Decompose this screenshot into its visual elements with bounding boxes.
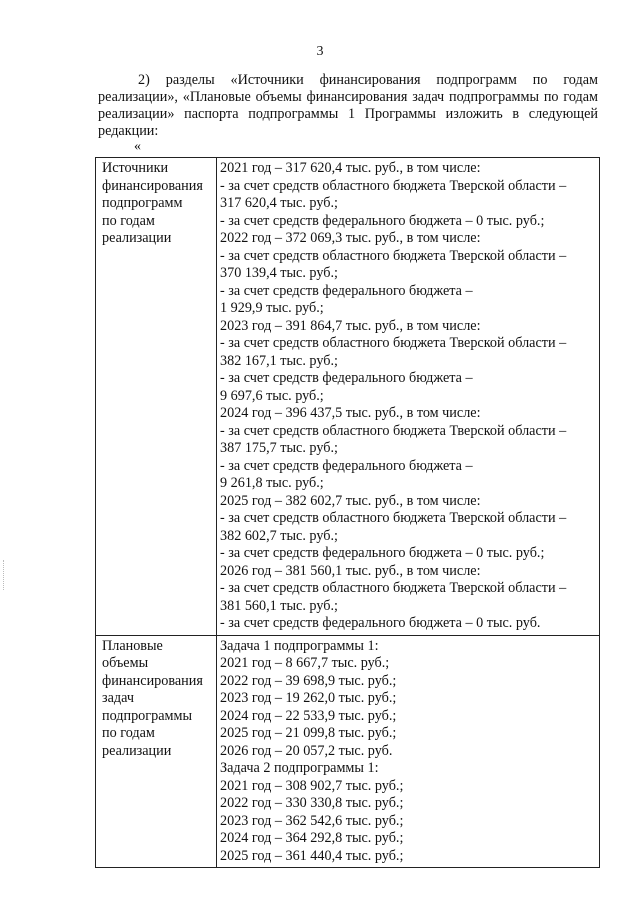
row-label-cell [96, 158, 217, 636]
financing-line: 9 697,6 тыс. руб.; [220, 387, 324, 404]
row-label-line: подпрограмм [102, 195, 183, 211]
financing-line: - за счет средств федерального бюджета – [220, 457, 473, 474]
table-row [96, 158, 600, 636]
row-label-line: подпрограммы [102, 707, 192, 724]
financing-line: - за счет средств областного бюджета Тверской области – [220, 177, 567, 194]
financing-line: - за счет средств областного бюджета Тверской области – [220, 580, 567, 596]
financing-line: - за счет средств областного бюджета Тверской области – [220, 247, 567, 264]
row-label-line: Плановые [102, 637, 163, 654]
financing-line: - за счет средств федерального бюджета – [220, 370, 473, 386]
financing-line: 2024 год – 364 292,8 тыс. руб.; [220, 830, 404, 846]
row-label-line: реализации [102, 230, 172, 246]
financing-line: 2021 год – 308 902,7 тыс. руб.; [220, 777, 404, 794]
financing-line: 1 929,9 тыс. руб.; [220, 300, 324, 316]
row-content-cell [217, 158, 600, 636]
financing-line: - за счет средств федерального бюджета – 0 тыс. руб.; [220, 545, 545, 561]
financing-line: 2025 год – 361 440,4 тыс. руб.; [220, 847, 404, 864]
financing-line: 2026 год – 20 057,2 тыс. руб. [220, 742, 393, 759]
financing-line: 382 602,7 тыс. руб.; [220, 527, 338, 544]
row-label-line: по годам [102, 725, 155, 741]
financing-line: Задача 1 подпрограммы 1: [220, 637, 379, 654]
page-number: 3 [316, 44, 324, 59]
financing-line: 2023 год – 391 864,7 тыс. руб., в том числе: [220, 317, 481, 334]
row-label-line: по годам [102, 212, 155, 229]
financing-line: 387 175,7 тыс. руб.; [220, 440, 338, 456]
row-content-cell [217, 635, 600, 868]
financing-line: 2021 год – 317 620,4 тыс. руб., в том числе: [220, 160, 481, 176]
financing-line: 2021 год – 8 667,7 тыс. руб.; [220, 655, 390, 671]
financing-line: 2024 год – 22 533,9 тыс. руб.; [220, 707, 397, 724]
opening-quote-mark: « [134, 139, 141, 154]
row-label-line: Источники [102, 160, 169, 176]
financing-line: 2025 год – 382 602,7 тыс. руб., в том числе: [220, 492, 481, 509]
financing-line: 2022 год – 39 698,9 тыс. руб.; [220, 672, 397, 689]
financing-line: Задача 2 подпрограммы 1: [220, 760, 379, 776]
row-label-cell [96, 635, 217, 868]
financing-line: 2024 год – 396 437,5 тыс. руб., в том числе: [220, 405, 481, 421]
financing-line: 2023 год – 362 542,6 тыс. руб.; [220, 812, 404, 829]
financing-line: 2022 год – 372 069,3 тыс. руб., в том числе: [220, 230, 481, 246]
financing-line: 2023 год – 19 262,0 тыс. руб.; [220, 690, 397, 706]
financing-line: 2026 год – 381 560,1 тыс. руб., в том числе: [220, 562, 481, 579]
financing-line: 370 139,4 тыс. руб.; [220, 265, 338, 281]
financing-line: 2022 год – 330 330,8 тыс. руб.; [220, 795, 404, 811]
intro-paragraph [98, 72, 598, 140]
passport-table [95, 157, 600, 868]
financing-line: - за счет средств федерального бюджета – 0 тыс. руб. [220, 615, 541, 631]
financing-line: 2025 год – 21 099,8 тыс. руб.; [220, 725, 397, 741]
financing-line: - за счет средств федерального бюджета – [220, 282, 473, 299]
scan-margin-mark [3, 560, 5, 590]
intro-text: 2) разделы «Источники финансирования подпрограмм по годам реализации», «Плановые объемы финансирования задач подпрограммы по годам реализации» паспорта подпрограммы 1 Программы изложить в следующей редакции: [98, 72, 598, 139]
row-label-line: задач [102, 690, 134, 706]
financing-line: - за счет средств федерального бюджета – 0 тыс. руб.; [220, 212, 545, 229]
financing-line: 382 167,1 тыс. руб.; [220, 352, 338, 369]
row-label-line: реализации [102, 742, 172, 759]
financing-line: 317 620,4 тыс. руб.; [220, 195, 338, 211]
financing-line: - за счет средств областного бюджета Тверской области – [220, 422, 567, 439]
financing-line: 381 560,1 тыс. руб.; [220, 597, 338, 614]
row-label-line: финансирования [102, 672, 203, 689]
financing-line: - за счет средств областного бюджета Тверской области – [220, 335, 567, 351]
row-label-line: объемы [102, 655, 149, 671]
row-label-line: финансирования [102, 177, 203, 194]
financing-line: 9 261,8 тыс. руб.; [220, 475, 324, 491]
table-row [96, 635, 600, 868]
financing-line: - за счет средств областного бюджета Тверской области – [220, 510, 567, 526]
passport-table-body [96, 158, 600, 868]
